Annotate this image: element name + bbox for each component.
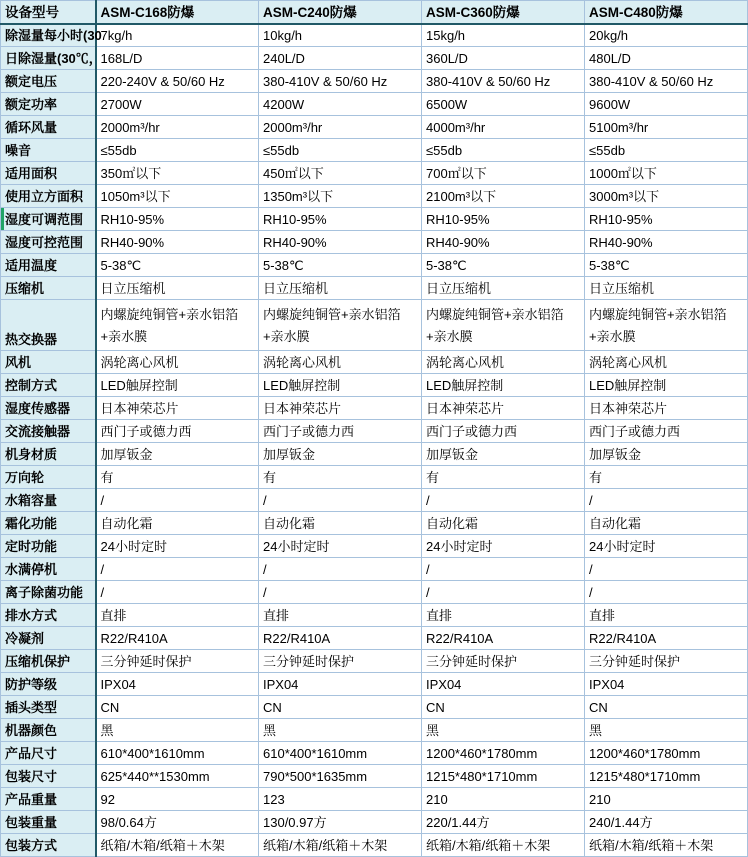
spec-cell[interactable]: 1200*460*1780mm (585, 742, 748, 765)
spec-cell[interactable]: RH40-90% (96, 231, 259, 254)
spec-cell[interactable]: 625*440**1530mm (96, 765, 259, 788)
spec-cell[interactable]: R22/R410A (96, 627, 259, 650)
spec-cell[interactable]: 168L/D (96, 47, 259, 70)
spec-cell[interactable]: 2700W (96, 93, 259, 116)
spec-cell[interactable]: 24小时定时 (585, 535, 748, 558)
spec-cell[interactable]: 直排 (259, 604, 422, 627)
spec-cell[interactable]: 3000m³以下 (585, 185, 748, 208)
spec-cell[interactable]: 480L/D (585, 47, 748, 70)
spec-cell[interactable]: / (422, 489, 585, 512)
table-row (1, 558, 748, 581)
row-label[interactable]: 湿度传感器 (1, 397, 96, 420)
spec-cell[interactable]: / (259, 581, 422, 604)
spec-cell[interactable]: / (96, 489, 259, 512)
row-label[interactable]: 除湿量每小时(30 (1, 24, 96, 47)
spec-cell[interactable]: RH10-95% (96, 208, 259, 231)
spec-cell[interactable]: 123 (259, 788, 422, 811)
spec-cell[interactable]: 三分钟延时保护 (422, 650, 585, 673)
spec-cell[interactable]: 内螺旋纯铜管+亲水铝箔+亲水膜 (259, 300, 422, 351)
model-column-header[interactable]: ASM-C168防爆 (96, 1, 259, 24)
spec-cell[interactable]: 日立压缩机 (422, 277, 585, 300)
spec-cell[interactable]: 7kg/h (96, 24, 259, 47)
spec-cell[interactable]: 610*400*1610mm (96, 742, 259, 765)
row-label[interactable]: 水满停机 (1, 558, 96, 581)
spec-cell[interactable]: 涡轮离心风机 (585, 351, 748, 374)
table-row (1, 254, 748, 277)
spec-cell[interactable]: 24小时定时 (259, 535, 422, 558)
spec-cell[interactable]: 自动化霜 (259, 512, 422, 535)
table-row (1, 512, 748, 535)
spec-cell[interactable]: 纸箱/木箱/纸箱＋木架 (96, 834, 259, 857)
spec-cell[interactable]: 黑 (422, 719, 585, 742)
spec-cell[interactable]: 有 (585, 466, 748, 489)
spec-cell[interactable]: 240/1.44方 (585, 811, 748, 834)
spec-cell[interactable]: 5-38℃ (585, 254, 748, 277)
row-label[interactable]: 包装方式 (1, 834, 96, 857)
row-label[interactable]: 交流接触器 (1, 420, 96, 443)
table-row (1, 116, 748, 139)
table-row (1, 443, 748, 466)
table-row (1, 300, 748, 351)
spec-cell[interactable]: / (585, 581, 748, 604)
spec-cell[interactable]: 日立压缩机 (585, 277, 748, 300)
row-label[interactable]: 万向轮 (1, 466, 96, 489)
spec-cell[interactable]: 三分钟延时保护 (96, 650, 259, 673)
spec-cell[interactable]: 日立压缩机 (259, 277, 422, 300)
spec-cell[interactable]: 涡轮离心风机 (259, 351, 422, 374)
row-label[interactable]: 控制方式 (1, 374, 96, 397)
spec-cell[interactable]: 1200*460*1780mm (422, 742, 585, 765)
spec-cell[interactable]: 220-240V & 50/60 Hz (96, 70, 259, 93)
spec-cell[interactable]: 加厚钣金 (259, 443, 422, 466)
spec-cell[interactable]: 210 (585, 788, 748, 811)
table-row (1, 489, 748, 512)
spec-cell[interactable]: 350㎡以下 (96, 162, 259, 185)
spec-cell[interactable]: / (259, 558, 422, 581)
spec-cell[interactable]: 15kg/h (422, 24, 585, 47)
spec-cell[interactable]: 三分钟延时保护 (259, 650, 422, 673)
spec-cell[interactable]: 日本神荣芯片 (259, 397, 422, 420)
corner-header-cell[interactable]: 设备型号 (1, 1, 96, 24)
table-row (1, 650, 748, 673)
table-row (1, 811, 748, 834)
table-row (1, 70, 748, 93)
row-label[interactable]: 机器颜色 (1, 719, 96, 742)
spec-cell[interactable]: 210 (422, 788, 585, 811)
row-label[interactable]: 包装尺寸 (1, 765, 96, 788)
row-label[interactable]: 循环风量 (1, 116, 96, 139)
table-row (1, 162, 748, 185)
spec-cell[interactable]: 5-38℃ (259, 254, 422, 277)
table-row (1, 466, 748, 489)
row-label[interactable]: 产品尺寸 (1, 742, 96, 765)
spec-cell[interactable]: 790*500*1635mm (259, 765, 422, 788)
spec-cell[interactable]: 纸箱/木箱/纸箱＋木架 (422, 834, 585, 857)
spec-cell[interactable]: R22/R410A (259, 627, 422, 650)
spec-cell[interactable]: ≤55db (259, 139, 422, 162)
spec-cell[interactable]: 直排 (96, 604, 259, 627)
table-row (1, 231, 748, 254)
spec-cell[interactable]: 1350m³以下 (259, 185, 422, 208)
spec-cell[interactable]: 西门子或德力西 (259, 420, 422, 443)
spec-cell[interactable]: R22/R410A (422, 627, 585, 650)
table-row (1, 47, 748, 70)
spec-cell[interactable]: ≤55db (585, 139, 748, 162)
spec-cell[interactable]: RH40-90% (259, 231, 422, 254)
row-label[interactable]: 湿度可调范围 (1, 208, 96, 231)
spec-cell[interactable]: 360L/D (422, 47, 585, 70)
table-row (1, 185, 748, 208)
row-label[interactable]: 霜化功能 (1, 512, 96, 535)
spec-cell[interactable]: / (422, 558, 585, 581)
spec-cell[interactable]: CN (96, 696, 259, 719)
spec-cell[interactable]: 4200W (259, 93, 422, 116)
spec-cell[interactable]: LED触屏控制 (585, 374, 748, 397)
spec-cell[interactable]: 加厚钣金 (422, 443, 585, 466)
spec-cell[interactable]: 加厚钣金 (585, 443, 748, 466)
row-label[interactable]: 风机 (1, 351, 96, 374)
row-label[interactable]: 水箱容量 (1, 489, 96, 512)
table-row (1, 604, 748, 627)
row-label[interactable]: 插头类型 (1, 696, 96, 719)
row-label[interactable]: 冷凝剂 (1, 627, 96, 650)
table-row (1, 139, 748, 162)
row-label[interactable]: 适用温度 (1, 254, 96, 277)
spec-cell[interactable]: 涡轮离心风机 (422, 351, 585, 374)
table-row (1, 696, 748, 719)
spec-cell[interactable]: 日本神荣芯片 (422, 397, 585, 420)
spec-cell[interactable]: R22/R410A (585, 627, 748, 650)
spec-cell[interactable]: 黑 (585, 719, 748, 742)
spec-cell[interactable]: / (422, 581, 585, 604)
spec-cell[interactable]: 5-38℃ (96, 254, 259, 277)
spec-cell[interactable]: 5-38℃ (422, 254, 585, 277)
spec-cell[interactable]: CN (422, 696, 585, 719)
spec-cell[interactable]: 日立压缩机 (96, 277, 259, 300)
row-label[interactable]: 使用立方面积 (1, 185, 96, 208)
spec-cell[interactable]: RH40-90% (585, 231, 748, 254)
spec-cell[interactable]: 20kg/h (585, 24, 748, 47)
spec-cell[interactable]: LED触屏控制 (96, 374, 259, 397)
row-label[interactable]: 离子除菌功能 (1, 581, 96, 604)
spec-cell[interactable]: 9600W (585, 93, 748, 116)
spec-cell[interactable]: 日本神荣芯片 (96, 397, 259, 420)
spec-cell[interactable]: 直排 (585, 604, 748, 627)
header-row (1, 1, 748, 24)
spec-cell[interactable]: 1215*480*1710mm (422, 765, 585, 788)
spec-cell[interactable]: 380-410V & 50/60 Hz (259, 70, 422, 93)
spec-cell[interactable]: RH10-95% (585, 208, 748, 231)
table-row (1, 277, 748, 300)
spec-cell[interactable]: ≤55db (96, 139, 259, 162)
spec-cell[interactable]: 纸箱/木箱/纸箱＋木架 (259, 834, 422, 857)
table-row (1, 834, 748, 857)
spec-cell[interactable]: 内螺旋纯铜管+亲水铝箔+亲水膜 (422, 300, 585, 351)
spec-cell[interactable]: 24小时定时 (422, 535, 585, 558)
spec-cell[interactable]: 2000m³/hr (259, 116, 422, 139)
spec-cell[interactable]: 有 (96, 466, 259, 489)
green-row-marker (1, 208, 4, 230)
spec-cell[interactable]: 内螺旋纯铜管+亲水铝箔+亲水膜 (96, 300, 259, 351)
spec-cell[interactable]: 西门子或德力西 (96, 420, 259, 443)
spec-cell[interactable]: 220/1.44方 (422, 811, 585, 834)
table-row (1, 765, 748, 788)
table-row (1, 719, 748, 742)
table-row (1, 673, 748, 696)
spec-cell[interactable]: 1000㎡以下 (585, 162, 748, 185)
model-column-header[interactable]: ASM-C480防爆 (585, 1, 748, 24)
table-row (1, 420, 748, 443)
model-column-header[interactable]: ASM-C240防爆 (259, 1, 422, 24)
row-label[interactable]: 适用面积 (1, 162, 96, 185)
table-row (1, 581, 748, 604)
spec-cell[interactable]: 130/0.97方 (259, 811, 422, 834)
spec-cell[interactable]: 纸箱/木箱/纸箱＋木架 (585, 834, 748, 857)
table-row (1, 742, 748, 765)
table-row (1, 397, 748, 420)
spec-cell[interactable]: IPX04 (96, 673, 259, 696)
row-label[interactable]: 包装重量 (1, 811, 96, 834)
row-label[interactable]: 机身材质 (1, 443, 96, 466)
spec-cell[interactable]: LED触屏控制 (422, 374, 585, 397)
spec-cell[interactable]: 有 (259, 466, 422, 489)
row-label[interactable]: 热交换器 (1, 300, 96, 351)
spec-cell[interactable]: / (585, 558, 748, 581)
row-label[interactable]: 排水方式 (1, 604, 96, 627)
spec-cell[interactable]: 1215*480*1710mm (585, 765, 748, 788)
spec-cell[interactable]: CN (585, 696, 748, 719)
spec-cell[interactable]: 自动化霜 (422, 512, 585, 535)
spec-cell[interactable]: / (585, 489, 748, 512)
spec-cell[interactable]: 有 (422, 466, 585, 489)
spec-cell[interactable]: 涡轮离心风机 (96, 351, 259, 374)
spec-cell[interactable]: 92 (96, 788, 259, 811)
spec-cell[interactable]: ≤55db (422, 139, 585, 162)
spec-cell[interactable]: RH40-90% (422, 231, 585, 254)
table-row (1, 24, 748, 47)
spec-cell[interactable]: 240L/D (259, 47, 422, 70)
spec-cell[interactable]: 自动化霜 (96, 512, 259, 535)
spec-cell[interactable]: / (259, 489, 422, 512)
row-label[interactable]: 日除湿量(30℃， (1, 47, 96, 70)
spec-cell[interactable]: 西门子或德力西 (422, 420, 585, 443)
row-label[interactable]: 额定电压 (1, 70, 96, 93)
row-label[interactable]: 产品重量 (1, 788, 96, 811)
row-label[interactable]: 湿度可控范围 (1, 231, 96, 254)
table-row (1, 351, 748, 374)
spec-cell[interactable]: 西门子或德力西 (585, 420, 748, 443)
spec-cell[interactable]: 加厚钣金 (96, 443, 259, 466)
table-row (1, 535, 748, 558)
spec-cell[interactable]: 5100m³/hr (585, 116, 748, 139)
spec-cell[interactable]: RH10-95% (422, 208, 585, 231)
spec-cell[interactable]: 4000m³/hr (422, 116, 585, 139)
row-label[interactable]: 额定功率 (1, 93, 96, 116)
spec-cell[interactable]: IPX04 (585, 673, 748, 696)
spec-cell[interactable]: 1050m³以下 (96, 185, 259, 208)
spec-cell[interactable]: LED触屏控制 (259, 374, 422, 397)
spec-cell[interactable]: 自动化霜 (585, 512, 748, 535)
spec-cell[interactable]: 10kg/h (259, 24, 422, 47)
row-label[interactable]: 噪音 (1, 139, 96, 162)
spec-cell[interactable]: 内螺旋纯铜管+亲水铝箔+亲水膜 (585, 300, 748, 351)
table-row (1, 93, 748, 116)
spec-cell[interactable]: IPX04 (422, 673, 585, 696)
spec-cell[interactable]: 黑 (96, 719, 259, 742)
spec-cell[interactable]: 380-410V & 50/60 Hz (585, 70, 748, 93)
spec-cell[interactable]: 直排 (422, 604, 585, 627)
spec-cell[interactable]: 98/0.64方 (96, 811, 259, 834)
spec-cell[interactable]: 2000m³/hr (96, 116, 259, 139)
spec-cell[interactable]: 黑 (259, 719, 422, 742)
table-row (1, 208, 748, 231)
spec-cell[interactable]: 700㎡以下 (422, 162, 585, 185)
table-row (1, 788, 748, 811)
spec-cell[interactable]: 24小时定时 (96, 535, 259, 558)
row-label[interactable]: 压缩机 (1, 277, 96, 300)
table-row (1, 374, 748, 397)
row-label[interactable]: 压缩机保护 (1, 650, 96, 673)
row-label[interactable]: 定时功能 (1, 535, 96, 558)
spec-cell[interactable]: CN (259, 696, 422, 719)
spec-cell[interactable]: 2100m³以下 (422, 185, 585, 208)
spec-cell[interactable]: 450㎡以下 (259, 162, 422, 185)
spec-cell[interactable]: 380-410V & 50/60 Hz (422, 70, 585, 93)
spec-cell[interactable]: / (96, 581, 259, 604)
table-row (1, 627, 748, 650)
spec-cell[interactable]: 日本神荣芯片 (585, 397, 748, 420)
spec-cell[interactable]: / (96, 558, 259, 581)
spec-cell[interactable]: RH10-95% (259, 208, 422, 231)
spec-cell[interactable]: 三分钟延时保护 (585, 650, 748, 673)
spec-cell[interactable]: IPX04 (259, 673, 422, 696)
spec-cell[interactable]: 610*400*1610mm (259, 742, 422, 765)
spec-cell[interactable]: 6500W (422, 93, 585, 116)
row-label[interactable]: 防护等级 (1, 673, 96, 696)
model-column-header[interactable]: ASM-C360防爆 (422, 1, 585, 24)
